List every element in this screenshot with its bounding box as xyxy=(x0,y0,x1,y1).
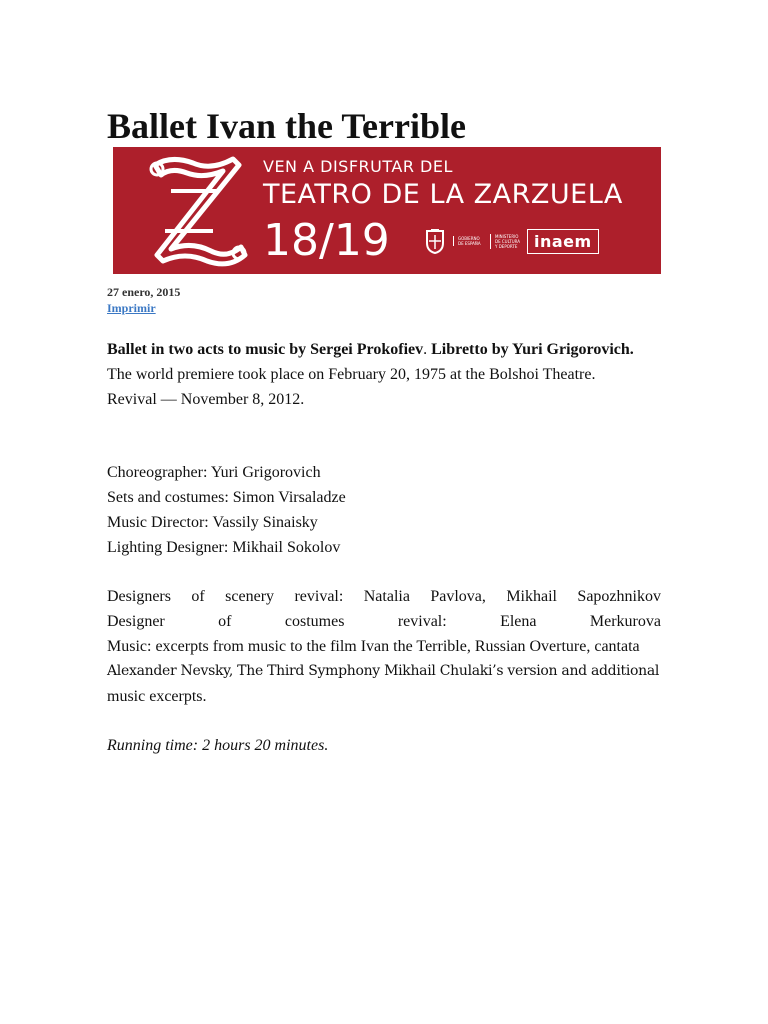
intro-paragraph xyxy=(107,337,661,412)
post-date: 27 enero, 2015 xyxy=(107,285,181,299)
banner-season: 18/19 xyxy=(263,215,390,266)
government-label: GOBIERNO DE ESPAÑA xyxy=(453,236,484,246)
banner-theatre-name: TEATRO DE LA ZARZUELA xyxy=(263,179,623,210)
intro-separator: . xyxy=(423,341,432,358)
word: scenery xyxy=(225,588,275,605)
coat-of-arms-icon xyxy=(423,227,447,255)
word: of xyxy=(218,613,232,630)
word: Designers xyxy=(107,588,171,605)
word: Mikhail xyxy=(506,588,557,605)
word: of xyxy=(191,588,205,605)
music-line-3: music excerpts. xyxy=(107,688,207,705)
page-title: Ballet Ivan the Terrible xyxy=(107,106,466,146)
word: costumes xyxy=(284,613,345,630)
revival-designers xyxy=(107,584,661,709)
word: Pavlova, xyxy=(430,588,486,605)
zarzuela-z-logo xyxy=(141,151,251,271)
revival-text: Revival — November 8, 2012. xyxy=(107,391,305,408)
credit-music-director: Music Director: Vassily Sinaisky xyxy=(107,514,318,531)
scenery-revival-line xyxy=(107,584,661,609)
banner-tagline: VEN A DISFRUTAR DEL xyxy=(263,157,453,176)
sponsor-logos xyxy=(423,225,599,257)
word: Natalia xyxy=(363,588,410,605)
word: Sapozhnikov xyxy=(577,588,661,605)
intro-music-credit: Ballet in two acts to music by Sergei Prokofiev xyxy=(107,341,424,358)
premiere-text: The world premiere took place on February 20, 1975 at the Bolshoi Theatre. xyxy=(107,366,596,383)
running-time: Running time: 2 hours 20 minutes. xyxy=(107,737,329,754)
zarzuela-banner[interactable] xyxy=(113,147,661,274)
word: revival: xyxy=(397,613,447,630)
post-meta xyxy=(107,284,180,316)
music-line-2: Alexander Nevsky, The Third Symphony Mikhail Chulaki’s version and additional xyxy=(107,663,660,679)
word: revival: xyxy=(294,588,344,605)
credits-list xyxy=(107,460,661,560)
music-line-1: Music: excerpts from music to the film Ivan the Terrible, Russian Overture, cantata xyxy=(107,638,640,655)
credit-sets-costumes: Sets and costumes: Simon Virsaladze xyxy=(107,489,346,506)
print-link[interactable]: Imprimir xyxy=(107,301,156,315)
costumes-revival-line xyxy=(107,609,661,634)
intro-libretto-credit: Libretto by Yuri Grigorovich. xyxy=(431,341,634,358)
word: Merkurova xyxy=(589,613,661,630)
inaem-logo: inaem xyxy=(527,229,599,254)
ministry-label: MINISTERIO DE CULTURA Y DEPORTE xyxy=(490,234,521,249)
word: Elena xyxy=(500,613,537,630)
word: Designer xyxy=(107,613,165,630)
credit-lighting-designer: Lighting Designer: Mikhail Sokolov xyxy=(107,539,341,556)
credit-choreographer: Choreographer: Yuri Grigorovich xyxy=(107,464,321,481)
